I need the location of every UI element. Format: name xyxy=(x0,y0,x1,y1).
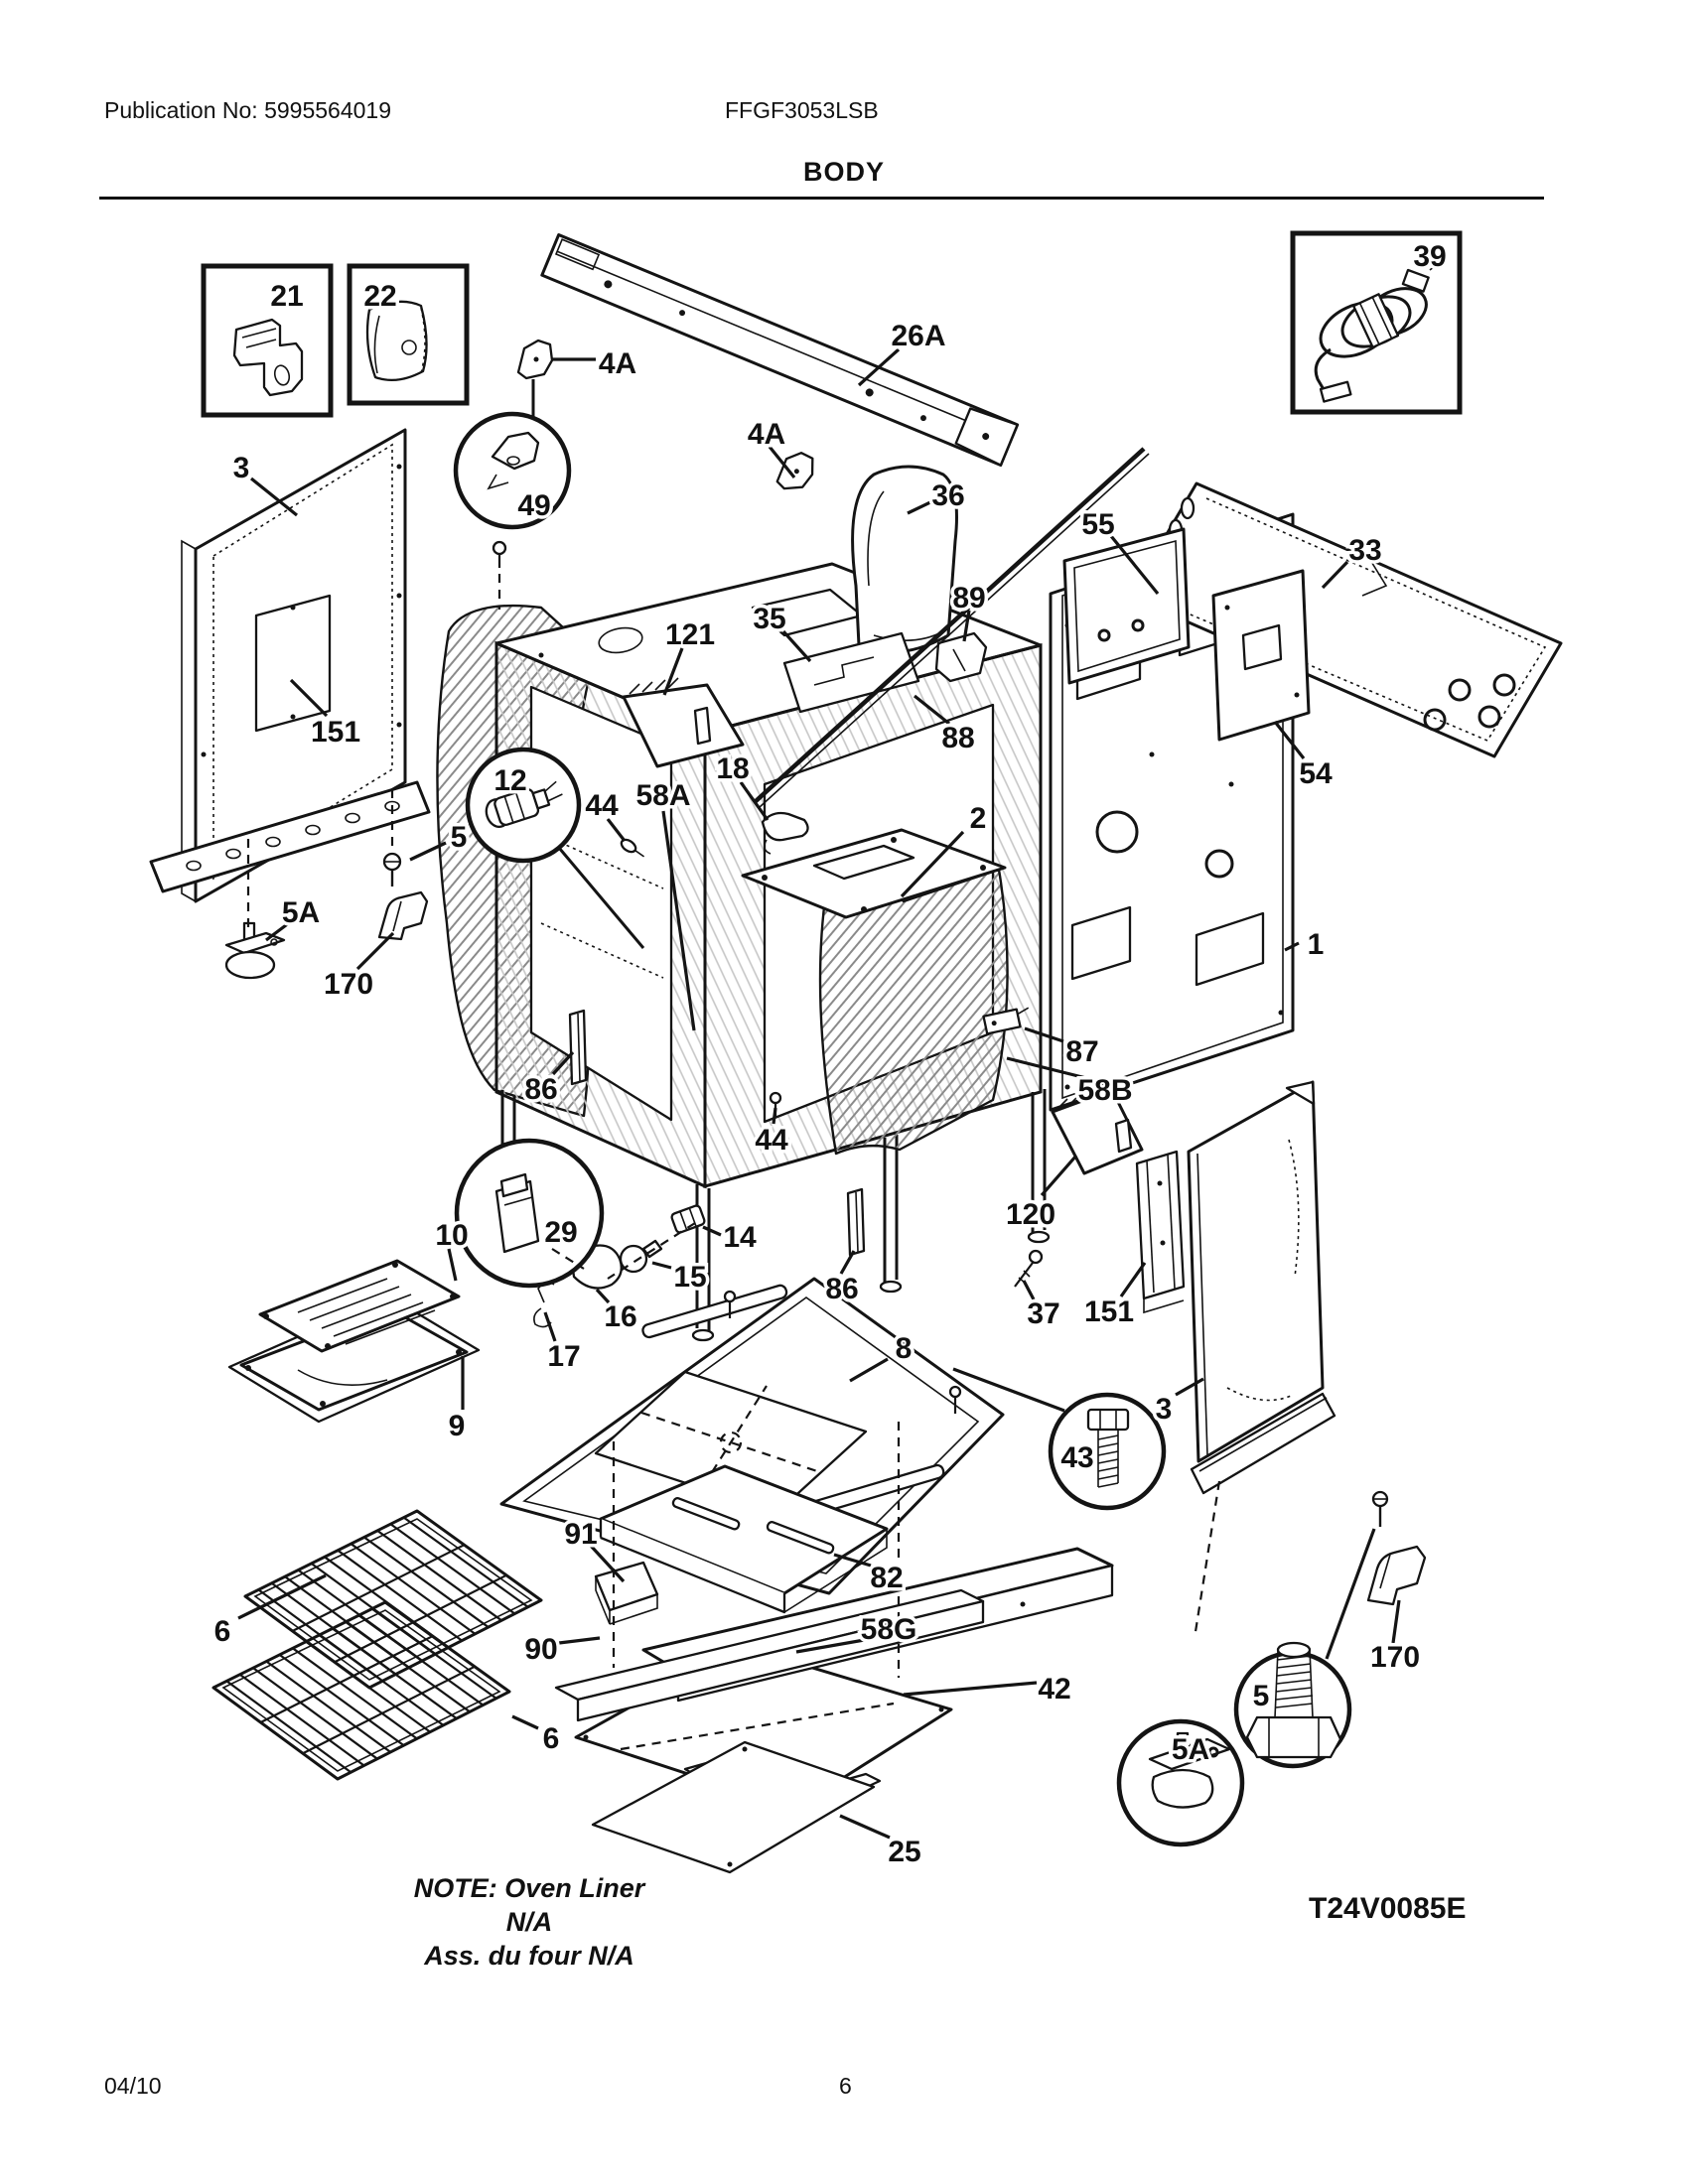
part-label-36-8: 36 xyxy=(931,479,965,512)
part-label-121-13: 121 xyxy=(664,618,716,651)
leader-line xyxy=(449,1249,456,1281)
callout-circle xyxy=(456,414,569,527)
clip-170-left xyxy=(379,892,427,939)
part-label-22-1: 22 xyxy=(363,280,397,313)
screw-right-top xyxy=(1373,1492,1387,1527)
part-label-15-34: 15 xyxy=(673,1261,707,1294)
leader-line xyxy=(774,1108,775,1124)
part-label-86-37: 86 xyxy=(825,1273,859,1305)
part-label-170-24: 170 xyxy=(323,968,374,1001)
part-label-1-25: 1 xyxy=(1307,928,1325,961)
part-label-16-35: 16 xyxy=(604,1300,637,1333)
publication-number: Publication No: 5995564019 xyxy=(104,97,392,123)
leader-line xyxy=(1393,1600,1399,1643)
construction-line xyxy=(1195,1481,1219,1638)
part-label-4a-4: 4A xyxy=(598,347,637,380)
part-label-5-52: 5 xyxy=(1252,1680,1270,1712)
part-igniter-29 xyxy=(496,1174,538,1252)
leader-line xyxy=(559,1638,600,1643)
part-label-25-51: 25 xyxy=(888,1836,921,1868)
part-label-151-14: 151 xyxy=(310,716,361,749)
part-21-shield-bracket xyxy=(234,320,302,395)
leader-line xyxy=(1042,1156,1076,1195)
leader-line xyxy=(1327,1529,1374,1659)
oven-liner-note xyxy=(405,1872,653,1973)
rack-wire xyxy=(303,1667,475,1753)
part-label-58g-48: 58G xyxy=(860,1613,917,1646)
part-label-87-27: 87 xyxy=(1065,1035,1099,1068)
leader-line xyxy=(840,1816,890,1838)
leveling-screw-left-5 xyxy=(384,854,400,887)
part-label-151-39: 151 xyxy=(1083,1296,1135,1328)
leader-line xyxy=(512,1716,538,1728)
part-label-10-31: 10 xyxy=(435,1219,469,1252)
part-label-120-30: 120 xyxy=(1005,1198,1056,1231)
part-label-18-20: 18 xyxy=(716,752,750,785)
part-label-12-17: 12 xyxy=(493,764,527,797)
part-label-2-21: 2 xyxy=(969,802,987,835)
part-strip-86-upper xyxy=(570,1011,586,1084)
part-4a-clip-top xyxy=(518,341,552,378)
part-clip-17 xyxy=(534,1283,554,1327)
part-bracket-151-right xyxy=(1137,1152,1184,1312)
part-label-5a-53: 5A xyxy=(1171,1733,1210,1766)
part-label-35-11: 35 xyxy=(753,603,786,635)
part-label-91-45: 91 xyxy=(564,1518,598,1551)
part-label-58b-28: 58B xyxy=(1077,1074,1133,1107)
part-label-3-42: 3 xyxy=(1155,1393,1173,1426)
part-label-55-9: 55 xyxy=(1081,508,1115,541)
leader-line xyxy=(703,1227,721,1235)
part-22-cover-plate xyxy=(367,302,427,380)
part-label-54-16: 54 xyxy=(1299,757,1333,790)
model-number: FFGF3053LSB xyxy=(725,97,879,123)
part-label-42-49: 42 xyxy=(1038,1673,1071,1706)
footer-page: 6 xyxy=(839,2073,852,2099)
part-label-90-47: 90 xyxy=(524,1633,558,1666)
screw-small-upper xyxy=(493,542,505,568)
rack-wire xyxy=(293,1545,465,1631)
part-label-44-19: 44 xyxy=(585,789,619,822)
part-label-88-15: 88 xyxy=(941,722,975,754)
part-label-8-41: 8 xyxy=(895,1332,913,1365)
rack-wire xyxy=(261,1636,433,1722)
part-label-3-6: 3 xyxy=(232,452,250,484)
part-label-170-54: 170 xyxy=(1369,1641,1421,1674)
part-label-5a-23: 5A xyxy=(281,896,321,929)
part-label-44-29: 44 xyxy=(755,1124,788,1157)
clip-170-right xyxy=(1368,1547,1425,1604)
section-title: BODY xyxy=(802,157,885,187)
part-panel-54 xyxy=(1213,571,1309,740)
part-label-21-0: 21 xyxy=(270,280,304,313)
screw-37 xyxy=(1015,1251,1042,1287)
note-line1: NOTE: Oven Liner N/A xyxy=(413,1873,645,1937)
part-label-17-36: 17 xyxy=(547,1340,581,1373)
note-line2: Ass. du four N/A xyxy=(424,1940,634,1971)
leader-line xyxy=(357,933,393,969)
leader-line xyxy=(904,1683,1037,1695)
part-label-43-43: 43 xyxy=(1060,1441,1094,1474)
diagram-id: T24V0085E xyxy=(1309,1892,1467,1925)
leader-line xyxy=(841,1251,854,1274)
part-label-26a-3: 26A xyxy=(891,320,946,352)
part-151-cover-left xyxy=(256,596,330,731)
part-bracket-91 xyxy=(596,1563,657,1624)
part-label-6-44: 6 xyxy=(213,1615,231,1648)
part-39-wire-harness xyxy=(1312,254,1440,402)
part-label-58a-18: 58A xyxy=(635,779,691,812)
part-socket-14 xyxy=(670,1204,705,1233)
part-label-6-50: 6 xyxy=(542,1722,560,1755)
part-label-9-40: 9 xyxy=(448,1410,466,1442)
leader-line xyxy=(652,1263,671,1268)
part-label-14-33: 14 xyxy=(723,1221,757,1254)
part-label-39-2: 39 xyxy=(1413,240,1447,273)
part-label-37-38: 37 xyxy=(1027,1297,1060,1330)
part-label-5-22: 5 xyxy=(450,821,468,854)
leader-line xyxy=(1121,1263,1145,1297)
part-label-33-10: 33 xyxy=(1348,534,1382,567)
part-oven-rack-lower-6 xyxy=(213,1602,509,1779)
part-label-29-32: 29 xyxy=(544,1216,578,1249)
part-label-86-26: 86 xyxy=(524,1073,558,1106)
part-label-49-7: 49 xyxy=(517,489,551,522)
part-label-82-46: 82 xyxy=(870,1562,904,1594)
part-label-4a-5: 4A xyxy=(747,418,786,451)
part-4a-clip-mid xyxy=(776,450,815,491)
part-label-89-12: 89 xyxy=(952,582,986,614)
part-strip-86-lower xyxy=(848,1189,864,1255)
footer-date: 04/10 xyxy=(104,2073,162,2099)
